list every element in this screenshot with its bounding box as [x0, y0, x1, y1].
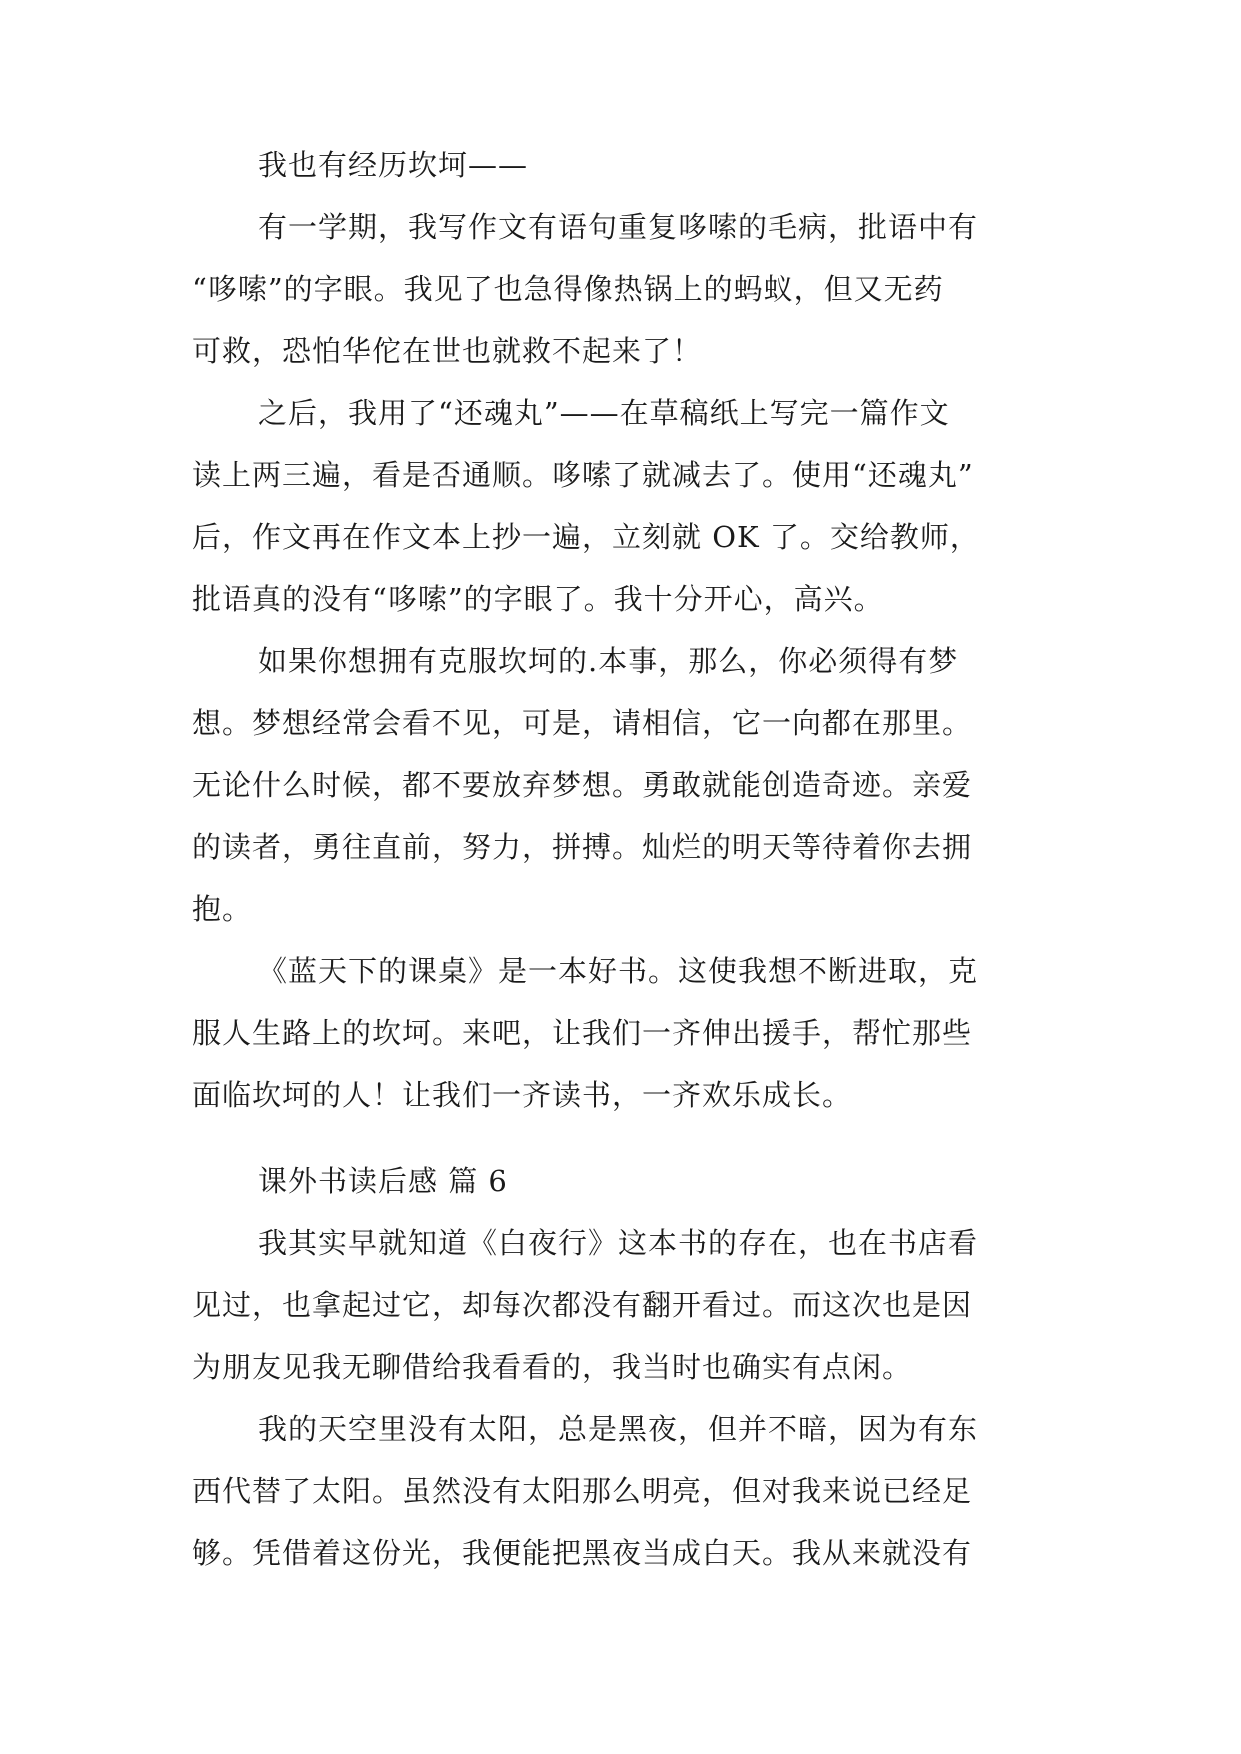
paragraph-line: 读上两三遍，看是否通顺。哆嗦了就减去了。使用“还魂丸” [192, 458, 974, 492]
paragraph-line: 无论什么时候，都不要放弃梦想。勇敢就能创造奇迹。亲爱 [192, 768, 973, 802]
paragraph-line: 见过，也拿起过它，却每次都没有翻开看过。而这次也是因 [192, 1288, 973, 1322]
paragraph-line: 我其实早就知道《白夜行》这本书的存在，也在书店看 [258, 1226, 979, 1260]
paragraph-line: 想。梦想经常会看不见，可是，请相信，它一向都在那里。 [192, 706, 973, 740]
paragraph-line: 抱。 [192, 892, 253, 926]
paragraph-line: 西代替了太阳。虽然没有太阳那么明亮，但对我来说已经足 [192, 1474, 973, 1508]
paragraph-line: 可救，恐怕华佗在世也就救不起来了！ [192, 334, 703, 368]
paragraph-line: 我的天空里没有太阳，总是黑夜，但并不暗，因为有东 [258, 1412, 979, 1446]
paragraph-line: 服人生路上的坎坷。来吧，让我们一齐伸出援手，帮忙那些 [192, 1016, 973, 1050]
paragraph-line: “哆嗦”的字眼。我见了也急得像热锅上的蚂蚁，但又无药 [192, 272, 944, 306]
paragraph-line: 如果你想拥有克服坎坷的.本事，那么，你必须得有梦 [258, 644, 959, 678]
paragraph-line: 后，作文再在作文本上抄一遍，立刻就 OK 了。交给教师， [192, 520, 980, 554]
paragraph-line: 面临坎坷的人！让我们一齐读书，一齐欢乐成长。 [192, 1078, 853, 1112]
essay-section [192, 134, 1062, 1126]
paragraph-line: 的读者，勇往直前，努力，拼搏。灿烂的明天等待着你去拥 [192, 830, 973, 864]
paragraph-line: 为朋友见我无聊借给我看看的，我当时也确实有点闲。 [192, 1350, 913, 1384]
paragraph-line: 批语真的没有“哆嗦”的字眼了。我十分开心，高兴。 [192, 582, 884, 616]
paragraph-line: 《蓝天下的课桌》是一本好书。这使我想不断进取，克 [258, 954, 979, 988]
paragraph-line: 有一学期，我写作文有语句重复哆嗦的毛病，批语中有 [258, 210, 979, 244]
paragraph-line: 之后，我用了“还魂丸”——在草稿纸上写完一篇作文 [258, 396, 950, 430]
paragraph-line: 我也有经历坎坷—— [258, 148, 529, 182]
section-heading: 课外书读后感 篇 6 [258, 1164, 508, 1198]
paragraph-line: 够。凭借着这份光，我便能把黑夜当成白天。我从来就没有 [192, 1536, 973, 1570]
essay-section-6 [192, 1150, 1062, 1584]
